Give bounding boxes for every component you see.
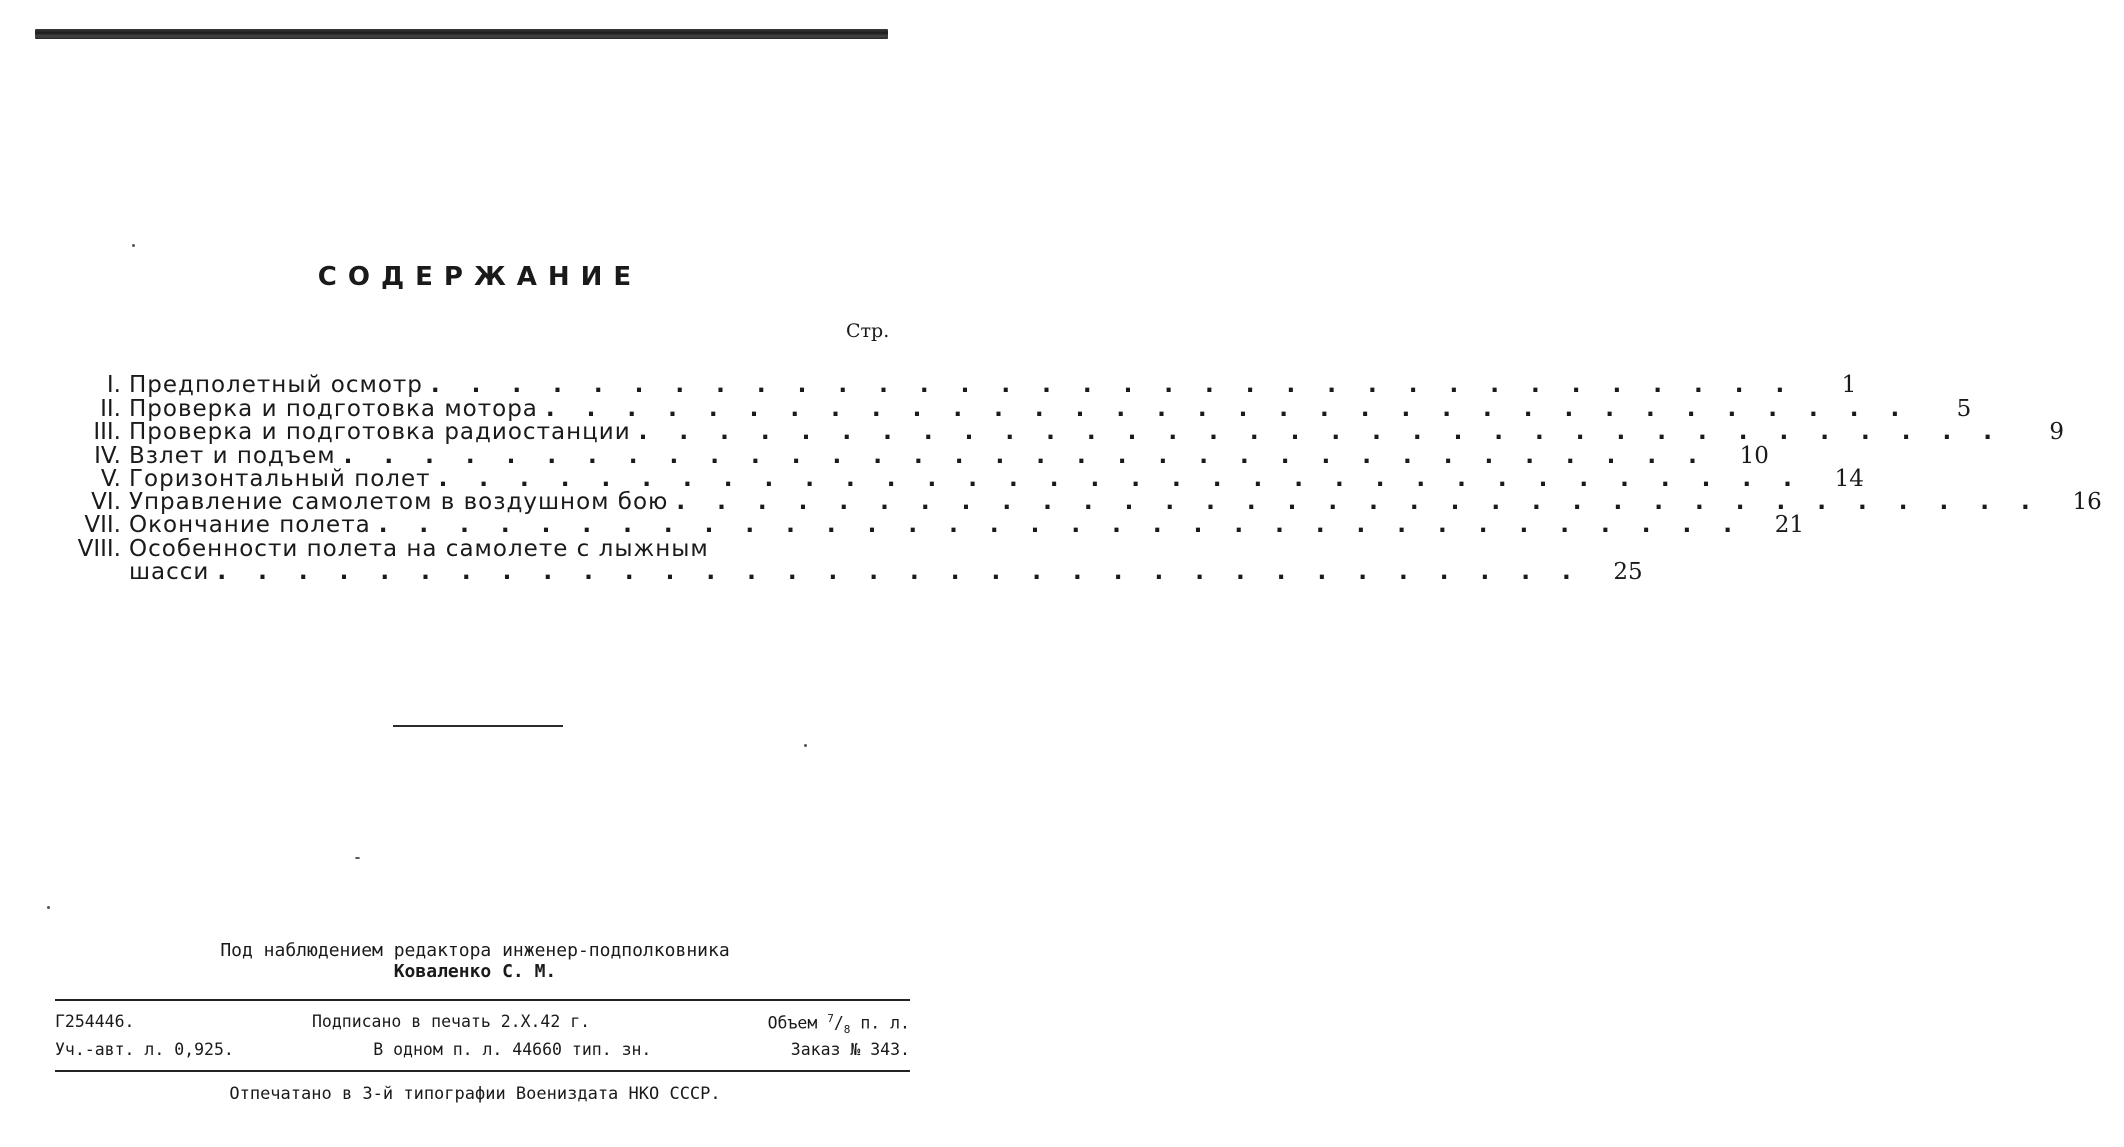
imprint-line-2 [55, 1040, 910, 1059]
imprint-chars: В одном п. л. 44660 тип. зн. [373, 1040, 652, 1059]
printed-by: Отпечатано в 3-й типографии Воениздата НКО СССР. [229, 1084, 721, 1104]
top-rule [35, 29, 888, 39]
toc-leader: . . . . . . . . . . . . . . . . . . . . . . . . . . . . . . . . . . [430, 372, 1797, 398]
toc-leader: . . . . . . . . . . . . . . . . . . . . . . . . . . . . . . . . . . [545, 396, 1912, 422]
page-title: СОДЕРЖАНИЕ [317, 262, 643, 292]
toc-number: VII. [84, 512, 121, 539]
toc-entry [45, 489, 2102, 516]
toc-page: 9 [2049, 419, 2064, 446]
toc-entry [45, 535, 895, 562]
toc-page: 1 [1841, 372, 1857, 398]
toc-leader: . . . . . . . . . . . . . . . . . . . . . . . . . . . . . . . . . . [217, 559, 1583, 586]
toc-title: Проверка и подготовка мотора [129, 396, 538, 422]
toc-entry [45, 419, 2064, 446]
toc-entry [45, 512, 1804, 539]
imprint-order: Заказ № 343. [790, 1040, 910, 1059]
paper-speck [132, 244, 135, 247]
imprint-signed: Подписано в печать 2.X.42 г. [311, 1012, 591, 1031]
toc-title: Взлет и подъем [129, 442, 336, 469]
toc-leader: . . . . . . . . . . . . . . . . . . . . . . . . . . . . . . . . . . [343, 442, 1709, 469]
toc-leader: . . . . . . . . . . . . . . . . . . . . . . . . . . . . . . . . . . [676, 489, 2042, 516]
toc-title: Предполетный осмотр [129, 372, 423, 398]
paper-speck [47, 906, 50, 909]
toc-title: Особенности полета на самолете с лыжным [129, 535, 709, 562]
toc-number: IV. [94, 442, 121, 469]
table-of-contents [45, 372, 2102, 586]
toc-page: 21 [1774, 512, 1804, 539]
toc-page: 5 [1956, 396, 1972, 422]
toc-page: 16 [2072, 489, 2102, 516]
toc-entry-continued [45, 559, 1643, 586]
toc-number: III. [93, 419, 121, 446]
paper-speck [355, 857, 360, 859]
section-divider [393, 725, 563, 727]
toc-entry [45, 372, 1857, 398]
imprint-volume: Объем $^7/_8$ п. л. [767, 1012, 910, 1036]
imprint-uch-avt: Уч.-авт. л. 0,925. [55, 1040, 234, 1059]
editor-credit [0, 940, 950, 982]
toc-number: I. [106, 372, 121, 398]
imprint-line-1 [55, 1012, 910, 1036]
toc-leader: . . . . . . . . . . . . . . . . . . . . . . . . . . . . . . . . . . [438, 465, 1804, 492]
toc-entry [45, 396, 1972, 422]
toc-title: Проверка и подготовка радиостанции [129, 419, 631, 446]
editor-name: Коваленко С. М. [393, 961, 557, 982]
toc-number: II. [100, 396, 121, 422]
toc-number: VIII. [77, 535, 121, 562]
toc-title: Управление самолетом в воздушном бою [129, 489, 669, 516]
toc-entry [45, 442, 1769, 469]
toc-page: 14 [1834, 465, 1864, 492]
toc-title: Горизонтальный полет [129, 465, 431, 492]
toc-leader: . . . . . . . . . . . . . . . . . . . . . . . . . . . . . . . . . . [378, 512, 1744, 539]
imprint-code: Г254446. [55, 1012, 135, 1031]
toc-title-continued: шасси [129, 559, 210, 586]
paper-speck [804, 744, 807, 747]
imprint-bottom-rule [55, 1070, 910, 1072]
imprint-top-rule [55, 999, 910, 1001]
toc-page: 10 [1739, 442, 1769, 469]
toc-page: 25 [1613, 559, 1643, 586]
toc-leader: . . . . . . . . . . . . . . . . . . . . . . . . . . . . . . . . . . [638, 419, 2004, 446]
toc-number: VI. [91, 489, 121, 516]
toc-title: Окончание полета [129, 512, 371, 539]
toc-entry [45, 465, 1864, 492]
page-column-header: Стр. [846, 320, 890, 342]
toc-number: V. [100, 465, 121, 492]
editor-line: Под наблюдением редактора инженер-подполковника [220, 940, 730, 961]
